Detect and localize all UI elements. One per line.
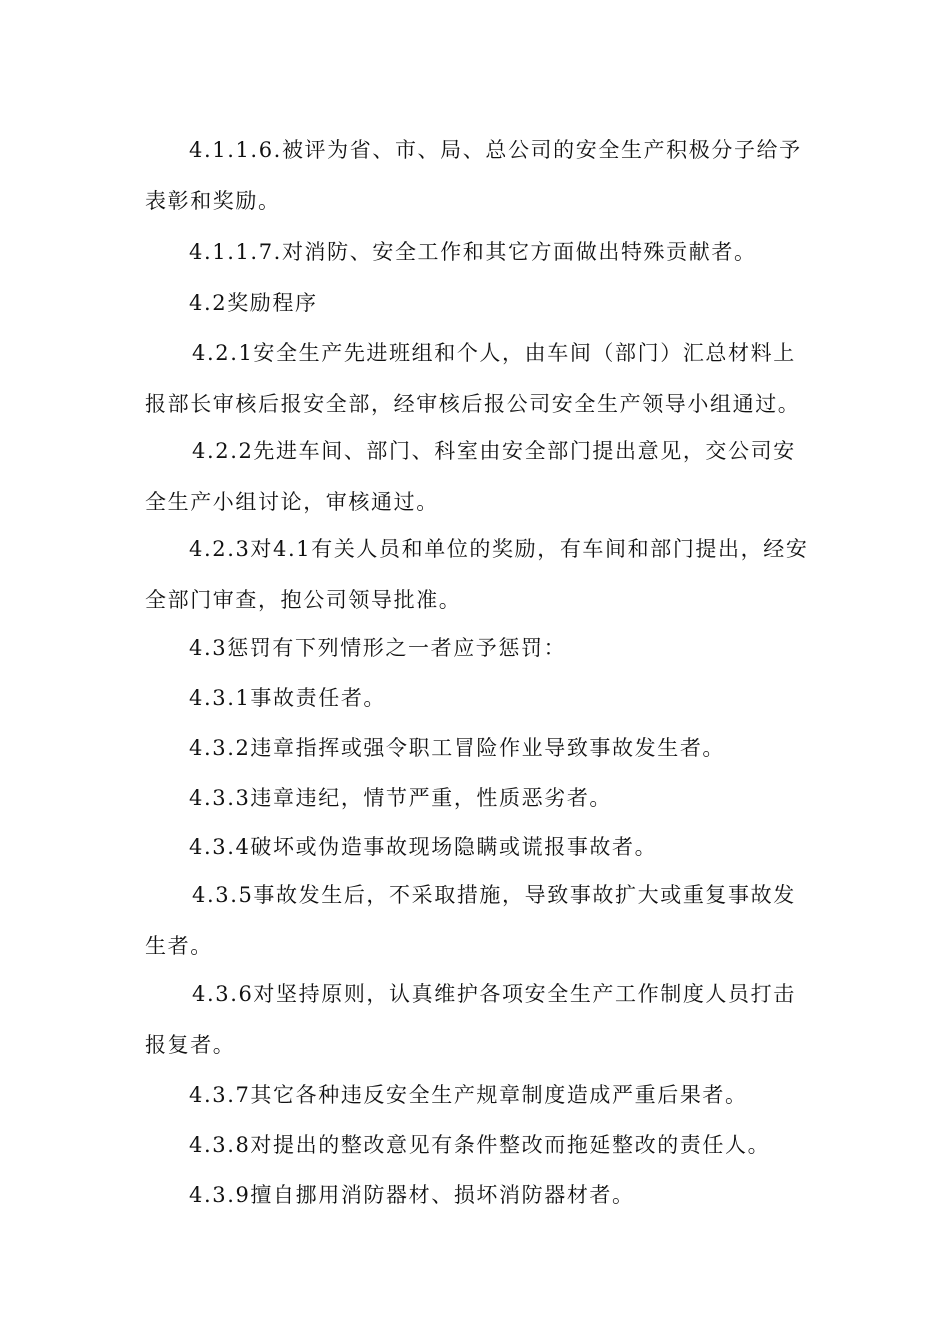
paragraph-4-1-1-6: 4.1.1.6.被评为省、市、局、总公司的安全生产积极分子给予表彰和奖励。 bbox=[145, 138, 802, 213]
paragraph-4-2-1: 4.2.1安全生产先进班组和个人，由车间（部门）汇总材料上报部长审核后报安全部，经审核后报公司安全生产领导小组通过。 bbox=[145, 341, 801, 416]
paragraph-4-3-9: 4.3.9擅自挪用消防器材、损坏消防器材者。 bbox=[189, 1183, 635, 1207]
paragraph-4-3-1: 4.3.1事故责任者。 bbox=[189, 686, 387, 710]
paragraph-4-3-2: 4.3.2违章指挥或强令职工冒险作业导致事故发生者。 bbox=[189, 736, 726, 760]
paragraph-4-2-2: 4.2.2先进车间、部门、科室由安全部门提出意见，交公司安全生产小组讨论，审核通过。 bbox=[145, 439, 796, 514]
paragraph-4-3-6: 4.3.6对坚持原则，认真维护各项安全生产工作制度人员打击报复者。 bbox=[145, 982, 796, 1057]
paragraph-4-3-7: 4.3.7其它各种违反安全生产规章制度造成严重后果者。 bbox=[189, 1083, 748, 1107]
section-heading-4-2: 4.2奖励程序 bbox=[189, 291, 318, 315]
paragraph-4-3-8: 4.3.8对提出的整改意见有条件整改而拖延整改的责任人。 bbox=[189, 1133, 771, 1157]
paragraph-4-3-5: 4.3.5事故发生后，不采取措施，导致事故扩大或重复事故发生者。 bbox=[145, 883, 796, 958]
paragraph-4-3-3: 4.3.3违章违纪，情节严重，性质恶劣者。 bbox=[189, 786, 613, 810]
paragraph-4-1-1-7: 4.1.1.7.对消防、安全工作和其它方面做出特殊贡献者。 bbox=[189, 240, 757, 264]
section-heading-4-3: 4.3惩罚有下列情形之一者应予惩罚： bbox=[189, 636, 567, 660]
paragraph-4-2-3: 4.2.3对4.1有关人员和单位的奖励，有车间和部门提出，经安全部门审查，抱公司领导批准。 bbox=[145, 537, 809, 612]
paragraph-4-3-4: 4.3.4破坏或伪造事故现场隐瞒或谎报事故者。 bbox=[189, 835, 658, 859]
